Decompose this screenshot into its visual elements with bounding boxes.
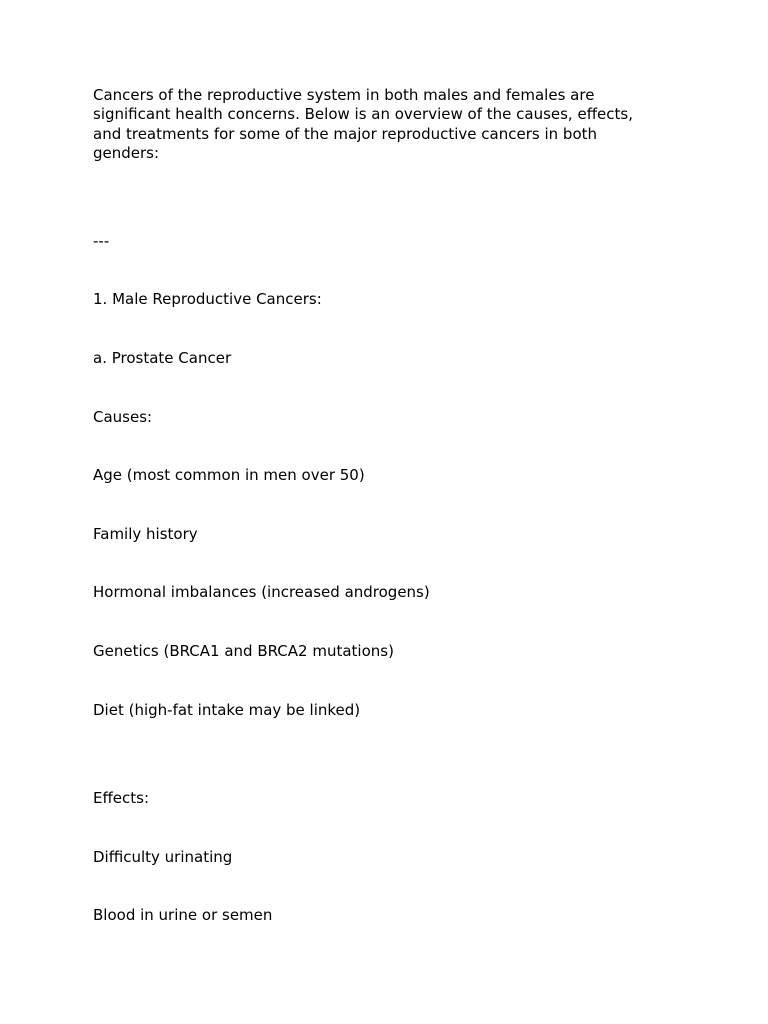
section-heading: 1. Male Reproductive Cancers: xyxy=(93,290,322,308)
effect-item: Blood in urine or semen xyxy=(93,906,273,924)
causes-label: Causes: xyxy=(93,408,153,426)
intro-paragraph: Cancers of the reproductive system in both males and females are significant health concerns. Below is an overview of the causes, effects, and treatments for some of the major reproductive cancers in both genders: xyxy=(93,86,633,163)
section-separator: --- xyxy=(93,232,110,250)
cause-item: Family history xyxy=(93,525,198,543)
cause-item: Genetics (BRCA1 and BRCA2 mutations) xyxy=(93,642,394,660)
subsection-heading: a. Prostate Cancer xyxy=(93,349,232,367)
effect-item: Difficulty urinating xyxy=(93,848,233,866)
cause-item: Hormonal imbalances (increased androgens) xyxy=(93,583,430,601)
cause-item: Age (most common in men over 50) xyxy=(93,466,365,484)
effects-label: Effects: xyxy=(93,789,150,807)
cause-item: Diet (high-fat intake may be linked) xyxy=(93,701,361,719)
